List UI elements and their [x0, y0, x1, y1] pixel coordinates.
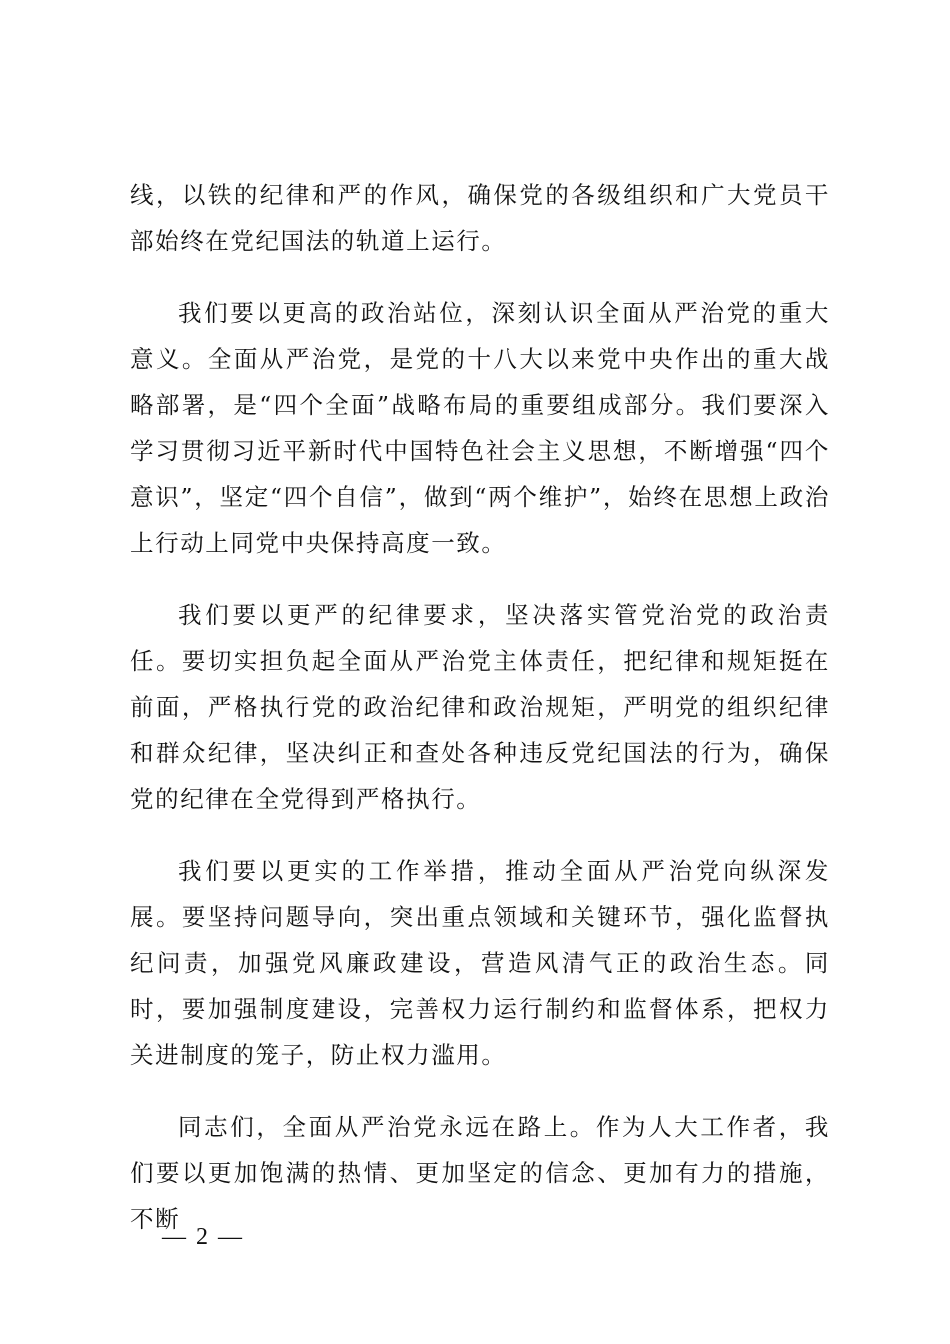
page-number: — 2 — — [162, 1224, 244, 1250]
paragraph-continuation: 线，以铁的纪律和严的作风，确保党的各级组织和广大党员干部始终在党纪国法的轨道上运行。 — [130, 181, 830, 255]
document-body — [130, 172, 830, 1268]
paragraph-discipline-requirements: 我们要以更严的纪律要求，坚决落实管党治党的政治责任。要切实担负起全面从严治党主体责任，把纪律和规矩挺在前面，严格执行党的政治纪律和政治规矩，严明党的组织纪律和群众纪律，坚决纠正和查处各种违反党纪国法的行为，确保党的纪律在全党得到严格执行。 — [130, 601, 830, 813]
paragraph-closing: 同志们，全面从严治党永远在路上。作为人大工作者，我们要以更加饱满的热情、更加坚定的信念、更加有力的措施，不断 — [130, 1113, 830, 1233]
paragraph-work-measures: 我们要以更实的工作举措，推动全面从严治党向纵深发展。要坚持问题导向，突出重点领域和关键环节，强化监督执纪问责，加强党风廉政建设，营造风清气正的政治生态。同时，要加强制度建设，完善权力运行制约和监督体系，把权力关进制度的笼子，防止权力滥用。 — [130, 857, 830, 1069]
paragraph-political-stance: 我们要以更高的政治站位，深刻认识全面从严治党的重大意义。全面从严治党，是党的十八大以来党中央作出的重大战略部署，是“四个全面”战略布局的重要组成部分。我们要深入学习贯彻习近平新时代中国特色社会主义思想，不断增强“四个意识”，坚定“四个自信”，做到“两个维护”，始终在思想上政治上行动上同党中央保持高度一致。 — [130, 299, 830, 557]
